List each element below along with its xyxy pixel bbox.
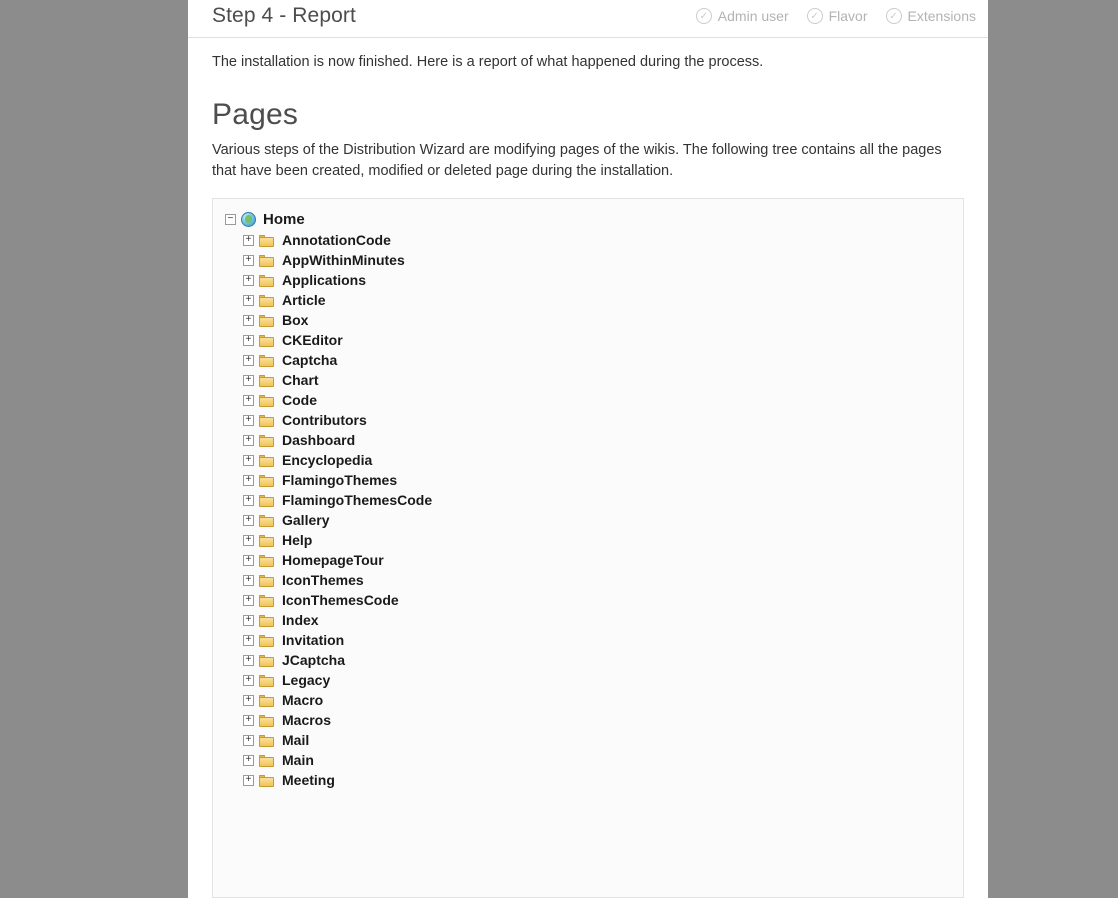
tree-node[interactable]: [221, 550, 955, 570]
folder-icon: [259, 774, 275, 787]
tree-node[interactable]: [221, 670, 955, 690]
tree-node[interactable]: [221, 510, 955, 530]
folder-icon: [259, 454, 275, 467]
tree-node[interactable]: [221, 310, 955, 330]
tree-node-label: Box: [282, 312, 309, 329]
tree-node[interactable]: [221, 590, 955, 610]
tree-node[interactable]: [221, 530, 955, 550]
tree-node-label: Applications: [282, 272, 367, 289]
tree-node-label: FlamingoThemesCode: [282, 492, 433, 509]
tree-node-label: HomepageTour: [282, 552, 384, 569]
check-circle-icon: ✓: [696, 8, 712, 24]
pages-tree: [212, 198, 964, 898]
tree-node[interactable]: [221, 570, 955, 590]
tree-node-label: Captcha: [282, 352, 338, 369]
folder-icon: [259, 474, 275, 487]
tree-node-label: Code: [282, 392, 317, 409]
tree-node[interactable]: [221, 350, 955, 370]
tree-node-label: Home: [263, 211, 305, 229]
tree-node-label: Invitation: [282, 632, 345, 649]
tree-node[interactable]: [221, 490, 955, 510]
tree-node[interactable]: [221, 610, 955, 630]
expand-toggle-icon[interactable]: +: [243, 335, 254, 346]
expand-toggle-icon[interactable]: +: [243, 515, 254, 526]
expand-toggle-icon[interactable]: +: [243, 555, 254, 566]
tree-node[interactable]: [221, 330, 955, 350]
expand-toggle-icon[interactable]: +: [243, 615, 254, 626]
check-circle-icon: ✓: [807, 8, 823, 24]
tree-node[interactable]: [221, 750, 955, 770]
expand-toggle-icon[interactable]: +: [243, 475, 254, 486]
folder-icon: [259, 554, 275, 567]
steps-nav: [696, 8, 976, 30]
folder-icon: [259, 754, 275, 767]
tree-node[interactable]: [221, 390, 955, 410]
tree-node-list: [221, 230, 955, 790]
tree-node-label: Encyclopedia: [282, 452, 373, 469]
expand-toggle-icon[interactable]: +: [243, 395, 254, 406]
installer-page: [188, 0, 988, 898]
tree-node[interactable]: [221, 650, 955, 670]
step-header: [188, 0, 988, 38]
folder-icon: [259, 514, 275, 527]
tree-node[interactable]: [221, 250, 955, 270]
tree-node-label: IconThemes: [282, 572, 364, 589]
tree-node-label: Macro: [282, 692, 324, 709]
expand-toggle-icon[interactable]: +: [243, 755, 254, 766]
main-content: [188, 38, 988, 898]
expand-toggle-icon[interactable]: +: [243, 315, 254, 326]
tree-node-label: Main: [282, 752, 314, 769]
folder-icon: [259, 314, 275, 327]
folder-icon: [259, 494, 275, 507]
tree-node-label: Index: [282, 612, 319, 629]
folder-icon: [259, 694, 275, 707]
expand-toggle-icon[interactable]: +: [243, 275, 254, 286]
tree-node[interactable]: [221, 770, 955, 790]
tree-node[interactable]: [221, 430, 955, 450]
check-circle-icon: ✓: [886, 8, 902, 24]
tree-node-label: Dashboard: [282, 432, 356, 449]
folder-icon: [259, 374, 275, 387]
collapse-toggle-icon[interactable]: −: [225, 214, 236, 225]
tree-node[interactable]: [221, 270, 955, 290]
folder-icon: [259, 714, 275, 727]
folder-icon: [259, 294, 275, 307]
tree-node[interactable]: [221, 290, 955, 310]
step-item-label: Admin user: [717, 7, 789, 24]
folder-icon: [259, 394, 275, 407]
expand-toggle-icon[interactable]: +: [243, 735, 254, 746]
tree-node-label: Macros: [282, 712, 332, 729]
expand-toggle-icon[interactable]: +: [243, 595, 254, 606]
expand-toggle-icon[interactable]: +: [243, 355, 254, 366]
step-item-admin-user[interactable]: [696, 8, 789, 24]
folder-icon: [259, 234, 275, 247]
page-title: Step 4 - Report: [212, 3, 356, 27]
step-item-label: Extensions: [907, 7, 976, 24]
tree-node[interactable]: [221, 230, 955, 250]
folder-icon: [259, 654, 275, 667]
tree-node-label: Meeting: [282, 772, 335, 789]
folder-icon: [259, 614, 275, 627]
folder-icon: [259, 274, 275, 287]
tree-node-label: Chart: [282, 372, 319, 389]
step-item-flavor[interactable]: [807, 8, 868, 24]
tree-node[interactable]: [221, 730, 955, 750]
expand-toggle-icon[interactable]: +: [243, 535, 254, 546]
tree-node[interactable]: [221, 690, 955, 710]
tree-root-node[interactable]: [221, 209, 955, 230]
tree-node-label: AnnotationCode: [282, 232, 391, 249]
install-summary-text: The installation is now finished. Here is a report of what happened during the process.: [212, 54, 764, 70]
folder-icon: [259, 634, 275, 647]
expand-toggle-icon[interactable]: +: [243, 255, 254, 266]
expand-toggle-icon[interactable]: +: [243, 415, 254, 426]
tree-node-label: Contributors: [282, 412, 367, 429]
folder-icon: [259, 534, 275, 547]
expand-toggle-icon[interactable]: +: [243, 655, 254, 666]
tree-node[interactable]: [221, 410, 955, 430]
expand-toggle-icon[interactable]: +: [243, 295, 254, 306]
tree-node-label: FlamingoThemes: [282, 472, 398, 489]
folder-icon: [259, 354, 275, 367]
tree-node[interactable]: [221, 450, 955, 470]
tree-node[interactable]: [221, 470, 955, 490]
expand-toggle-icon[interactable]: +: [243, 575, 254, 586]
expand-toggle-icon[interactable]: +: [243, 435, 254, 446]
folder-icon: [259, 434, 275, 447]
expand-toggle-icon[interactable]: +: [243, 495, 254, 506]
folder-icon: [259, 674, 275, 687]
tree-node-label: Legacy: [282, 672, 331, 689]
expand-toggle-icon[interactable]: +: [243, 775, 254, 786]
folder-icon: [259, 574, 275, 587]
section-description: Various steps of the Distribution Wizard are modifying pages of the wikis. The following tree contains all the pages that have been created, modified or deleted page during the installation.: [212, 142, 942, 180]
globe-icon: [241, 212, 256, 227]
folder-icon: [259, 594, 275, 607]
folder-icon: [259, 414, 275, 427]
tree-node-label: JCaptcha: [282, 652, 346, 669]
step-item-extensions[interactable]: [886, 8, 976, 24]
expand-toggle-icon[interactable]: +: [243, 235, 254, 246]
folder-icon: [259, 334, 275, 347]
tree-node[interactable]: [221, 630, 955, 650]
expand-toggle-icon[interactable]: +: [243, 455, 254, 466]
expand-toggle-icon[interactable]: +: [243, 695, 254, 706]
tree-node-label: AppWithinMinutes: [282, 252, 405, 269]
section-title-pages: Pages: [212, 98, 299, 132]
expand-toggle-icon[interactable]: +: [243, 635, 254, 646]
tree-node-label: Article: [282, 292, 326, 309]
tree-node[interactable]: [221, 370, 955, 390]
step-item-label: Flavor: [828, 7, 868, 24]
tree-node-label: Help: [282, 532, 313, 549]
tree-node-label: IconThemesCode: [282, 592, 399, 609]
tree-node-label: CKEditor: [282, 332, 343, 349]
tree-node-label: Gallery: [282, 512, 330, 529]
folder-icon: [259, 254, 275, 267]
expand-toggle-icon[interactable]: +: [243, 375, 254, 386]
tree-node-label: Mail: [282, 732, 310, 749]
folder-icon: [259, 734, 275, 747]
expand-toggle-icon[interactable]: +: [243, 715, 254, 726]
tree-node[interactable]: [221, 710, 955, 730]
expand-toggle-icon[interactable]: +: [243, 675, 254, 686]
